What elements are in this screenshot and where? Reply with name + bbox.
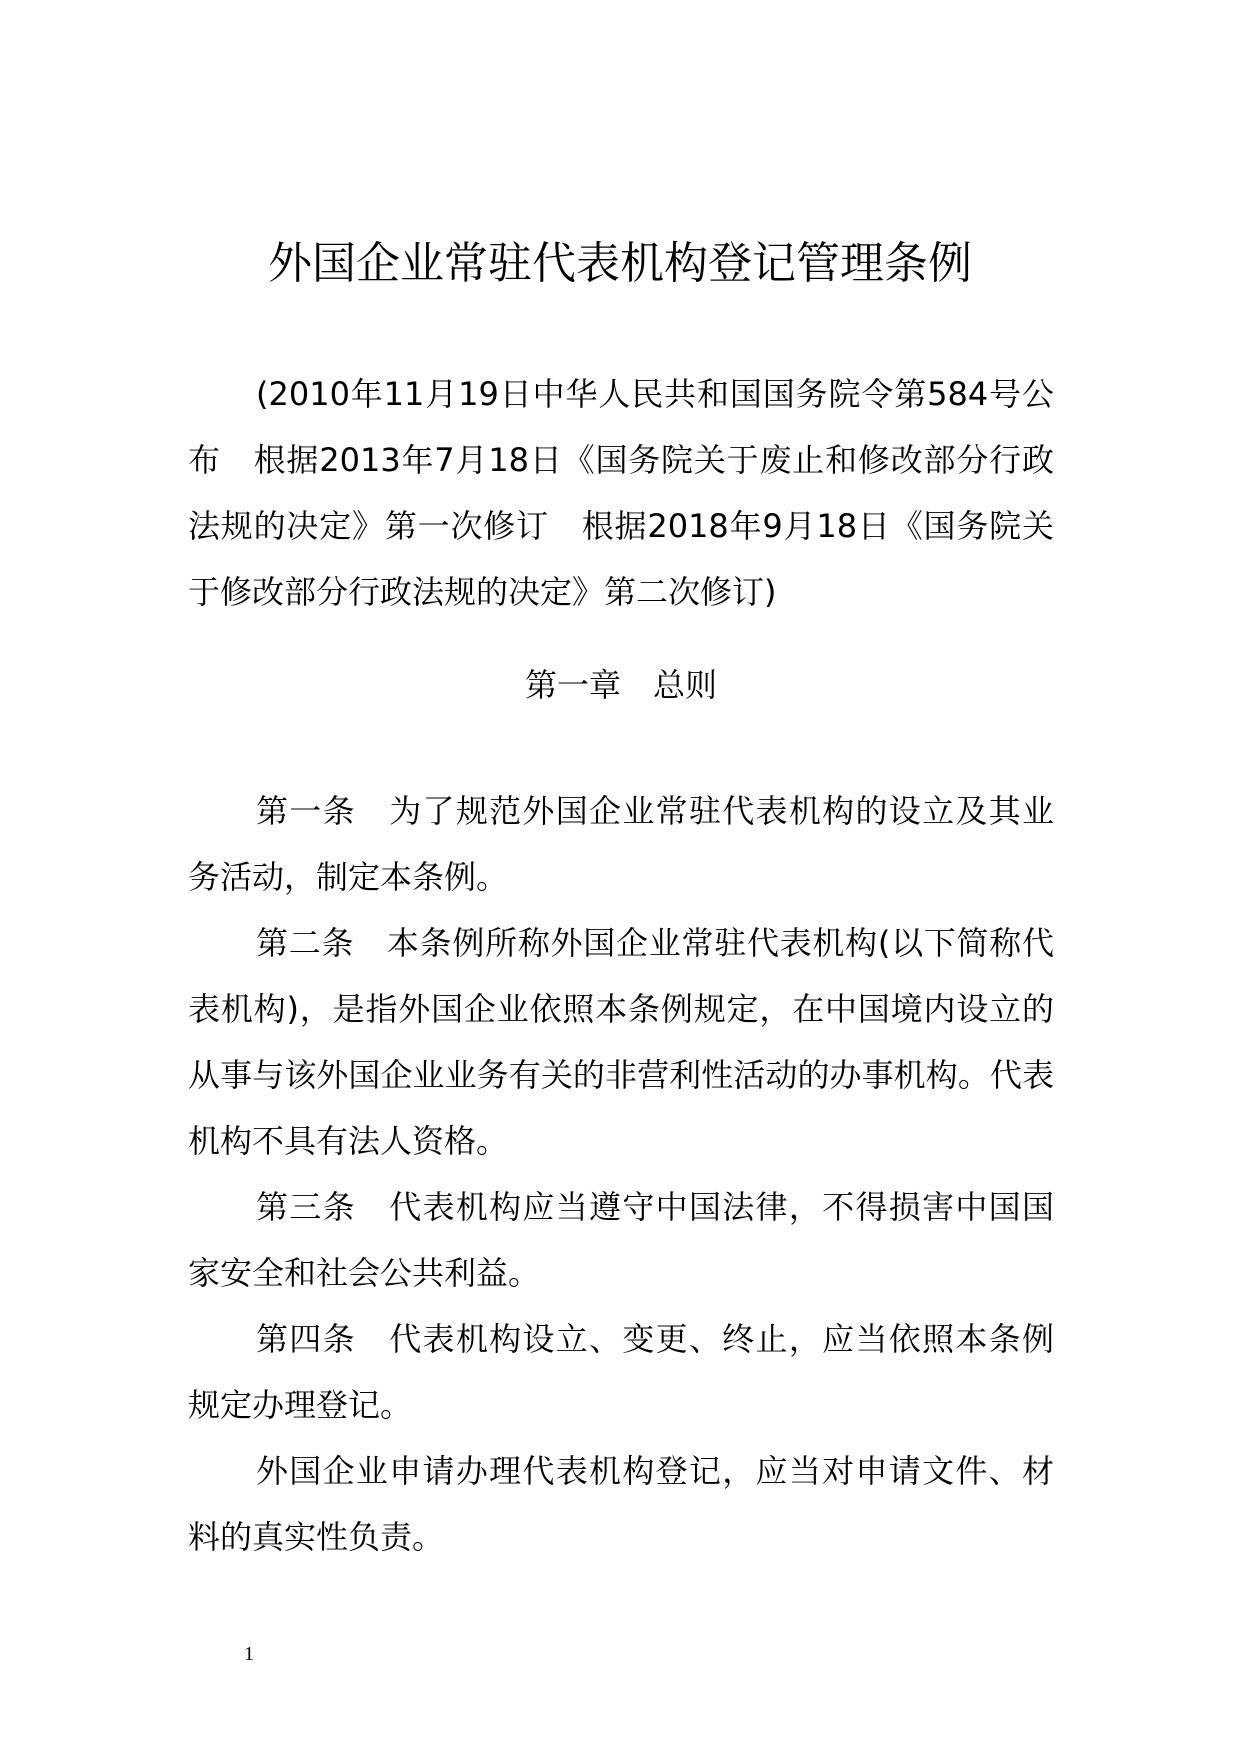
article-3: 第三条 代表机构应当遵守中国法律，不得损害中国国家安全和社会公共利益。 <box>188 1188 1054 1292</box>
page-number: 1 <box>244 1643 254 1665</box>
document-title: 外国企业常驻代表机构登记管理条例 <box>268 238 972 289</box>
article-4-paragraph-2: 外国企业申请办理代表机构登记，应当对申请文件、材料的真实性负责。 <box>188 1452 1054 1556</box>
article-4: 第四条 代表机构设立、变更、终止，应当依照本条例规定办理登记。 <box>188 1320 1054 1424</box>
article-1: 第一条 为了规范外国企业常驻代表机构的设立及其业务活动，制定本条例。 <box>188 792 1054 896</box>
article-2: 第二条 本条例所称外国企业常驻代表机构(以下简称代表机构)，是指外国企业依照本条例规定，在中国境内设立的从事与该外国企业业务有关的非营利性活动的办事机构。代表机构不具有法人资格。 <box>188 924 1054 1160</box>
promulgation-note: (2010年11月19日中华人民共和国国务院令第584号公布 根据2013年7月18日《国务院关于废止和修改部分行政法规的决定》第一次修订 根据2018年9月18日《国务院关于修改部分行政法规的决定》第二次修订) <box>188 375 1054 611</box>
chapter-heading: 第一章 总则 <box>524 666 717 704</box>
